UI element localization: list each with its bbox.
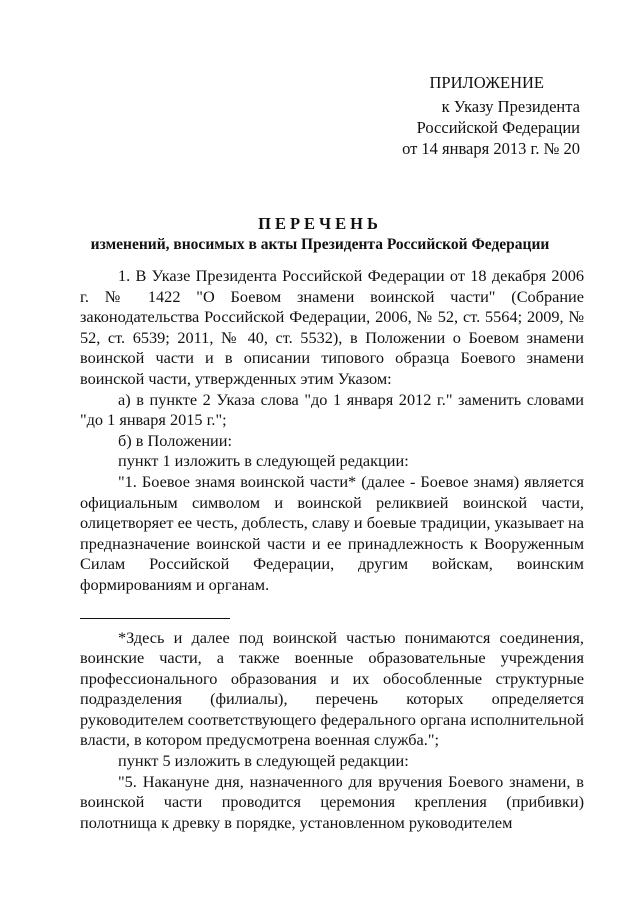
appendix-heading: ПРИЛОЖЕНИЕ — [429, 73, 544, 92]
paragraph-4: пункт 1 изложить в следующей редакции: — [118, 451, 409, 471]
paragraph-1: 1. В Указе Президента Российской Федерации от 18 декабря 2006 г. № 1422 "О Боевом знамени воинской части" (Собрание законодательства Российской Федерации, 2006, № 52, ст. 5564; 2009, № 52, ст. 6539; 2011, № 40, ст. 5532), в Положении о Боевом знамени воинской части и в описании типового образца Боевого знамени воинской части, утвержденных этим Указом: — [80, 266, 584, 388]
paragraph-5: "1. Боевое знамя воинской части* (далее - Боевое знамя) является официальным символом и воинской реликвией воинской части, олицетворяет ее честь, доблесть, славу и боевые традиции, указывает на предназначение воинской части и ее принадлежность к Вооруженным Силам Российской Федерации, другим войскам, воинским формированиям и органам. — [80, 471, 584, 594]
document-body — [80, 266, 584, 833]
title-subtitle: изменений, вносимых в акты Президента Российской Федерации — [90, 236, 550, 253]
paragraph-7: "5. Накануне дня, назначенного для вручения Боевого знамени, в воинской части проводится церемония крепления (прибивки) полотнища к древку в порядке, установленном руководителем — [80, 771, 584, 832]
appendix-line-1: к Указу Президента — [441, 97, 580, 116]
paragraph-6: пункт 5 изложить в следующей редакции: — [118, 751, 409, 771]
title-main: ПЕРЕЧЕНЬ — [258, 214, 382, 233]
footnote: *Здесь и далее под воинской частью понимаются соединения, воинские части, а также военные образовательные учреждения профессионального образования и их обособленные структурные подразделения (филиалы), перечень которых определяется руководителем соответствующего федерального органа исполнительной власти, в котором предусмотрена военная служба."; — [80, 627, 584, 750]
paragraph-2: а) в пункте 2 Указа слова "до 1 января 2012 г." заменить словами "до 1 января 2015 г."; — [80, 389, 584, 430]
appendix-block — [402, 72, 580, 159]
footnote-divider — [80, 618, 230, 619]
appendix-line-2: Российской Федерации — [416, 118, 580, 137]
document-title — [60, 213, 580, 255]
appendix-line-3: от 14 января 2013 г. № 20 — [402, 139, 580, 158]
paragraph-3: б) в Положении: — [118, 430, 233, 450]
